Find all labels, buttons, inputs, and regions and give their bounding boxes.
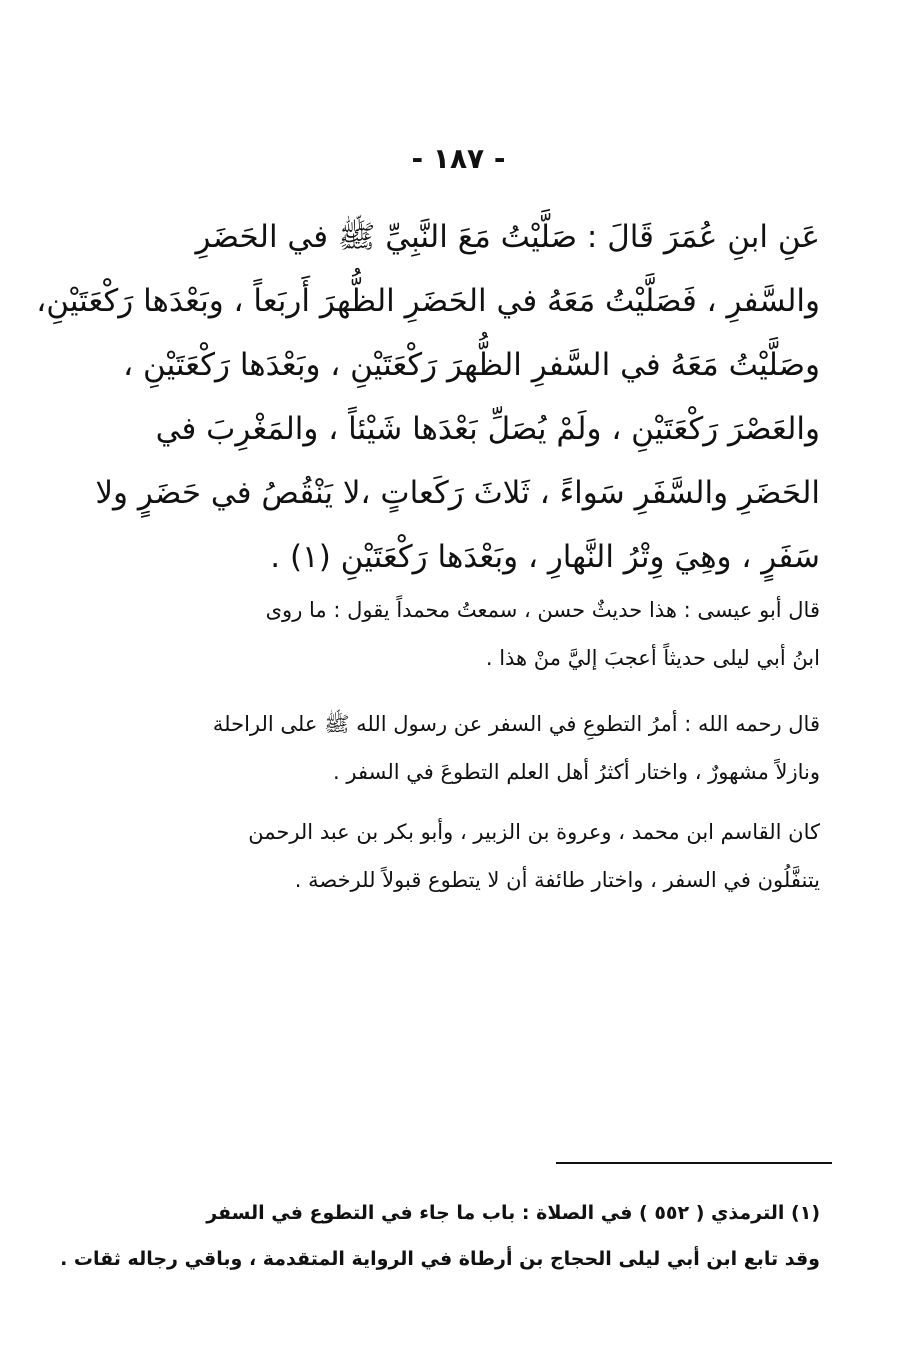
- paragraph-line: ونازلاً مشهورٌ ، واختار أكثرُ أهل العلم التطوعَ في السفر .: [333, 760, 820, 784]
- hadith-line: والعَصْرَ رَكْعَتَيْنِ ، ولَمْ يُصَلِّ بَعْدَها شَيْئاً ، والمَغْرِبَ في: [155, 411, 820, 447]
- hadith-text: [36, 205, 820, 589]
- hadith-line: عَنِ ابنِ عُمَرَ قَالَ : صَلَّيْتُ مَعَ النَّبِيِّ ﷺ في الحَضَرِ: [195, 219, 820, 255]
- commentary-paragraph-abu-isa: [178, 586, 820, 682]
- page-number: - ١٨٧ -: [411, 142, 506, 175]
- paragraph-line: يتنفَّلُون في السفر ، واختار طائفة أن لا يتطوع قبولاً للرخصة .: [294, 868, 820, 892]
- paragraph-line: قال رحمه الله : أمرُ التطوعِ في السفر عن رسول الله ﷺ على الراحلة: [212, 712, 820, 736]
- hadith-line: سَفَرٍ ، وهِيَ وِتْرُ النَّهارِ ، وبَعْدَها رَكْعَتَيْنِ (١) .: [270, 539, 820, 575]
- footnote: [60, 1190, 820, 1282]
- footnote-line: وقد تابع ابن أبي ليلى الحجاج بن أرطاة في الرواية المتقدمة ، وباقي رجاله ثقات .: [60, 1248, 820, 1270]
- commentary-paragraph-scholars: [178, 808, 820, 904]
- hadith-line: والسَّفرِ ، فَصَلَّيْتُ مَعَهُ في الحَضَرِ الظُّهرَ أَربَعاً ، وبَعْدَها رَكْعَتَيْنِ،: [36, 283, 820, 319]
- commentary-paragraph-travel-prayer: [178, 700, 820, 796]
- footnote-divider: [556, 1162, 832, 1164]
- hadith-line: الحَضَرِ والسَّفَرِ سَواءً ، ثَلاثَ رَكَعاتٍ ،لا يَنْقُصُ في حَضَرٍ ولا: [95, 475, 820, 511]
- footnote-line: (١) الترمذي ( ٥٥٢ ) في الصلاة : باب ما جاء في التطوع في السفر: [206, 1202, 820, 1224]
- paragraph-line: قال أبو عيسى : هذا حديثٌ حسن ، سمعتُ محمداً يقول : ما روى: [265, 598, 820, 622]
- hadith-line: وصَلَّيْتُ مَعَهُ في السَّفرِ الظُّهرَ رَكْعَتَيْنِ ، وبَعْدَها رَكْعَتَيْنِ ،: [123, 347, 820, 383]
- paragraph-line: ابنُ أبي ليلى حديثاً أعجبَ إليَّ منْ هذا .: [485, 646, 820, 670]
- paragraph-line: كان القاسم ابن محمد ، وعروة بن الزبير ، وأبو بكر بن عبد الرحمن: [248, 820, 820, 844]
